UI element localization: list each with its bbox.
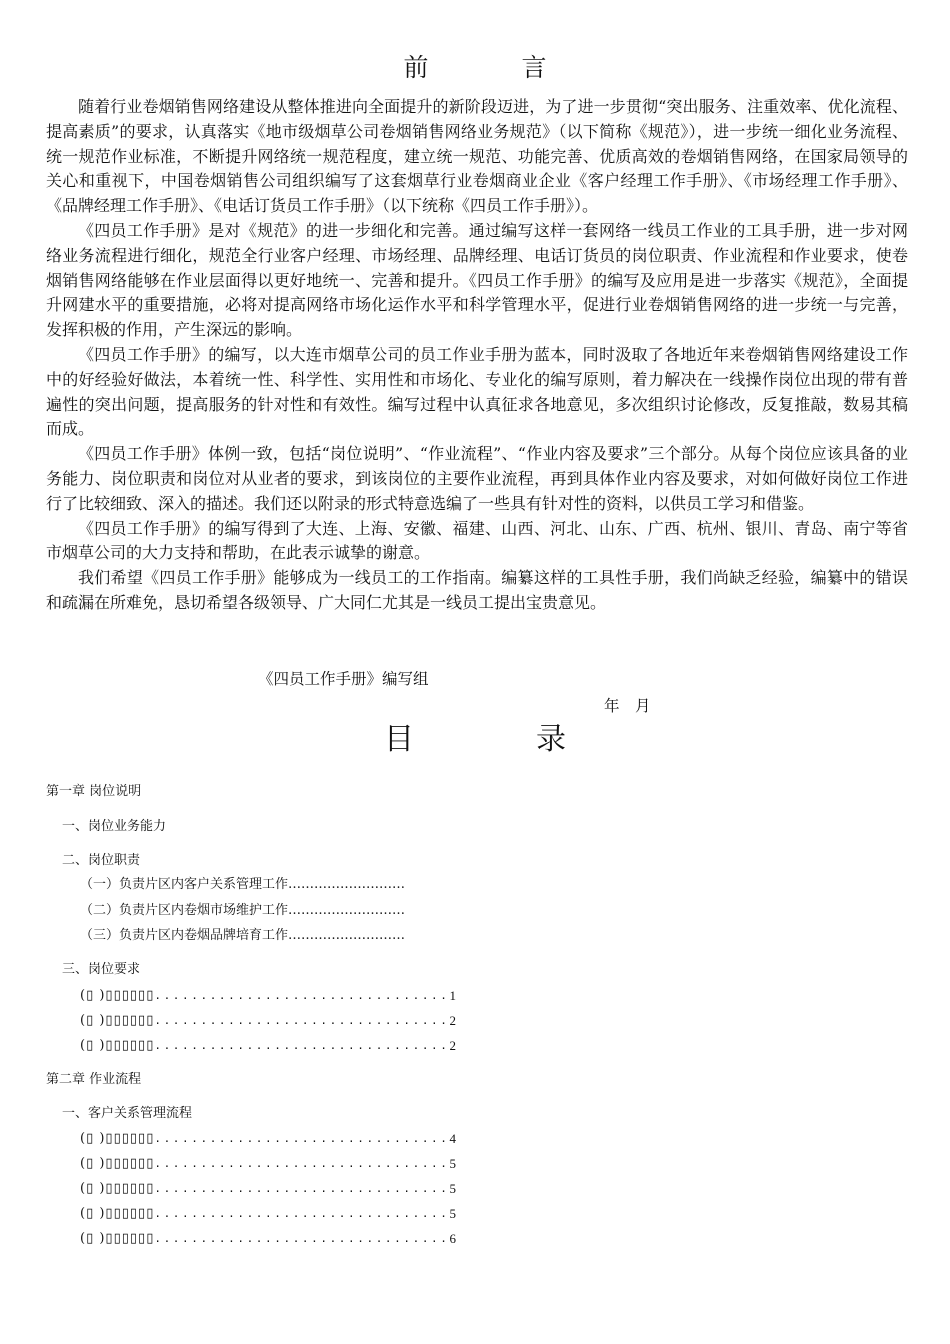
toc-entry[interactable]: [80, 1206, 456, 1222]
toc-leader-dots: ................................: [154, 1182, 450, 1195]
preface-paragraph: 《四员工作手册》的编写，以大连市烟草公司的员工作业手册为蓝本，同时汲取了各地近年来卷烟销售网络建设工作中的好经验好做法，本着统一性、科学性、实用性和市场化、专业化的编写原则，着力解决在一线操作岗位出现的带有普遍性的突出问题，提高服务的针对性和有效性。编写过程中认真征求各地意见，多次组织讨论修改，反复推敲，数易其稿而成。: [46, 344, 908, 439]
toc-page-number: 5: [449, 1206, 456, 1221]
toc-entry[interactable]: [80, 988, 456, 1004]
preface-title: 前 言: [403, 53, 581, 82]
toc-leader-dots: ................................: [154, 1207, 450, 1220]
preface-paragraph: 《四员工作手册》体例一致，包括“岗位说明”、“作业流程”、“作业内容及要求”三个部分。从每个岗位应该具备的业务能力、岗位职责和岗位对从业者的要求，到该岗位的主要作业流程，再到具体作业内容及要求，对如何做好岗位工作进行了比较细致、深入的描述。我们还以附录的形式特意选编了一些具有针对性的资料，以供员工学习和借鉴。: [46, 444, 908, 513]
toc-page-number: 5: [449, 1181, 456, 1196]
preface-paragraph: 我们希望《四员工作手册》能够成为一线员工的工作指南。编纂这样的工具性手册，我们尚缺乏经验，编纂中的错误和疏漏在所难免，恳切希望各级领导、广大同仁尤其是一线员工提出宝贵意见。: [46, 568, 908, 612]
preface-body: [46, 95, 908, 616]
toc-entry[interactable]: [80, 1013, 456, 1029]
toc-page-number: 2: [449, 1038, 456, 1053]
toc-page-number: 5: [449, 1156, 456, 1171]
toc-entry[interactable]: （二）负责片区内卷烟市场维护工作………………………: [80, 903, 406, 918]
toc-entry-label: (▯ )▯▯▯▯▯▯: [80, 1181, 155, 1196]
toc-entry-label: (▯ )▯▯▯▯▯▯: [80, 1206, 155, 1221]
toc-section-2-1[interactable]: 一、客户关系管理流程: [62, 1106, 193, 1121]
toc-entry[interactable]: [80, 1181, 456, 1197]
preface-paragraph: 《四员工作手册》是对《规范》的进一步细化和完善。通过编写这样一套网络一线员工作业的工具手册，进一步对网络业务流程进行细化，规范全行业客户经理、市场经理、品牌经理、电话订货员的岗位职责、作业流程和作业要求，使卷烟销售网络能够在作业层面得以更好地统一、完善和提升。《四员工作手册》的编写及应用是进一步落实《规范》，全面提升网建水平的重要措施，必将对提高网络市场化运作水平和科学管理水平，促进行业卷烟销售网络的进一步统一与完善，发挥积极的作用，产生深远的影响。: [46, 220, 908, 340]
toc-entry-label: (▯ )▯▯▯▯▯▯: [80, 1038, 155, 1053]
toc-title: 目 录: [384, 722, 612, 757]
toc-entry[interactable]: （一）负责片区内客户关系管理工作………………………: [80, 877, 406, 892]
toc-section-1-3[interactable]: 三、岗位要求: [62, 962, 141, 977]
toc-page-number: 4: [449, 1131, 456, 1146]
preface-signature: 《四员工作手册》编写组: [258, 670, 429, 688]
toc-leader-dots: ................................: [154, 989, 450, 1002]
toc-chapter-1[interactable]: 第一章 岗位说明: [46, 784, 142, 799]
toc-entry[interactable]: [80, 1231, 456, 1247]
toc-leader-dots: ................................: [154, 1132, 450, 1145]
toc-entry-label: (▯ )▯▯▯▯▯▯: [80, 1231, 155, 1246]
toc-entry[interactable]: [80, 1038, 456, 1054]
preface-paragraph: 《四员工作手册》的编写得到了大连、上海、安徽、福建、山西、河北、山东、广西、杭州、银川、青岛、南宁等省市烟草公司的大力支持和帮助，在此表示诚挚的谢意。: [46, 518, 908, 563]
toc-entry-label: (▯ )▯▯▯▯▯▯: [80, 1013, 155, 1028]
toc-entry-label: (▯ )▯▯▯▯▯▯: [80, 988, 155, 1003]
toc-leader-dots: ................................: [154, 1232, 450, 1245]
toc-entry[interactable]: （三）负责片区内卷烟品牌培育工作………………………: [80, 928, 406, 943]
toc-section-1-1[interactable]: 一、岗位业务能力: [62, 819, 167, 834]
toc-leader-dots: ................................: [154, 1014, 450, 1027]
toc-entry[interactable]: [80, 1131, 456, 1147]
toc-entry-label: (▯ )▯▯▯▯▯▯: [80, 1131, 155, 1146]
toc-entry-label: (▯ )▯▯▯▯▯▯: [80, 1156, 155, 1171]
toc-page-number: 1: [449, 988, 456, 1003]
preface-date: 年 月: [604, 697, 651, 715]
toc-page-number: 6: [449, 1231, 456, 1246]
toc-page-number: 2: [449, 1013, 456, 1028]
toc-leader-dots: ................................: [154, 1039, 450, 1052]
toc-section-1-2[interactable]: 二、岗位职责: [62, 853, 141, 868]
preface-paragraph: 随着行业卷烟销售网络建设从整体推进向全面提升的新阶段迈进，为了进一步贯彻“突出服务、注重效率、优化流程、提高素质”的要求，认真落实《地市级烟草公司卷烟销售网络业务规范》（以下简称《规范》），进一步统一细化业务流程、统一规范作业标准，不断提升网络统一规范程度，建立统一规范、功能完善、优质高效的卷烟销售网络，在国家局领导的关心和重视下，中国卷烟销售公司组织编写了这套烟草行业卷烟商业企业《客户经理工作手册》、《市场经理工作手册》、《品牌经理工作手册》、《电话订货员工作手册》（以下统称《四员工作手册》）。: [46, 97, 908, 216]
toc-entry[interactable]: [80, 1156, 456, 1172]
toc-chapter-2[interactable]: 第二章 作业流程: [46, 1072, 142, 1087]
toc-leader-dots: ................................: [154, 1157, 450, 1170]
